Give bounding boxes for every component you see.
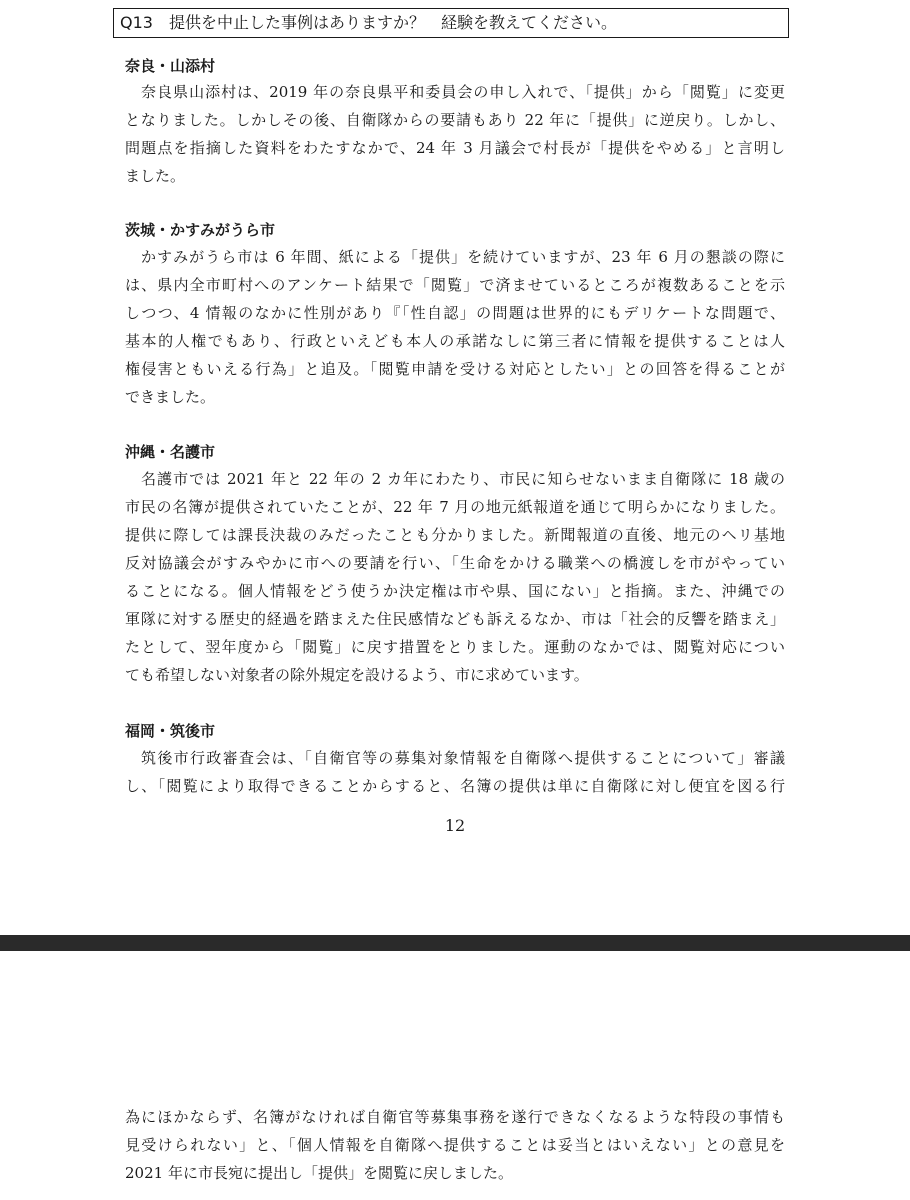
section-heading-nago: 沖縄・名護市 <box>125 443 216 461</box>
paragraph-line: できました。 <box>125 388 216 406</box>
paragraph-line: たとして、翌年度から「閲覧」に戻す措置をとりました。運動のなかでは、閲覧対応につい <box>125 638 785 656</box>
paragraph-line: 軍隊に対する歴史的経過を踏まえた住民感情なども訴えるなか、市は「社会的反響を踏まえ」 <box>125 610 785 628</box>
paragraph-line: 筑後市行政審査会は、「自衛官等の募集対象情報を自衛隊へ提供することについて」審議 <box>141 749 785 767</box>
paragraph-line: 為にほかならず、名簿がなければ自衛官等募集事務を遂行できなくなるような特段の事情も <box>125 1108 785 1126</box>
section-heading-chikugo: 福岡・筑後市 <box>125 722 216 740</box>
paragraph-line: は、県内全市町村へのアンケート結果で「閲覧」で済ませているところが複数あることを示 <box>125 276 785 294</box>
paragraph-line: 奈良県山添村は、2019 年の奈良県平和委員会の申し入れで、「提供」から「閲覧」に変更 <box>141 83 785 101</box>
section-heading-nara: 奈良・山添村 <box>125 57 216 75</box>
page-divider <box>0 935 910 951</box>
paragraph-line: 問題点を指摘した資料をわたすなかで、24 年 3 月議会で村長が「提供をやめる」と言明し <box>125 139 785 157</box>
question-box: Q13 提供を中止した事例はありますか？ 経験を教えてください。 <box>113 8 789 38</box>
paragraph-line: 2021 年に市長宛に提出し「提供」を閲覧に戻しました。 <box>125 1164 513 1182</box>
paragraph-line: 提供に際しては課長決裁のみだったことも分かりました。新聞報道の直後、地元のヘリ基地 <box>125 526 785 544</box>
page-number: 12 <box>444 816 466 835</box>
paragraph-line: ることになる。個人情報をどう使うか決定権は市や県、国にない」と指摘。また、沖縄での <box>125 582 785 600</box>
paragraph-line: 名護市では 2021 年と 22 年の 2 カ年にわたり、市民に知らせないまま自衛隊に 18 歳の <box>141 470 785 488</box>
section-heading-kasumigaura: 茨城・かすみがうら市 <box>125 221 276 239</box>
paragraph-line: ても希望しない対象者の除外規定を設けるよう、市に求めています。 <box>125 666 589 684</box>
paragraph-line: 見受けられない」と、「個人情報を自衛隊へ提供することは妥当とはいえない」との意見を <box>125 1136 785 1154</box>
paragraph-line: ました。 <box>125 167 186 185</box>
paragraph-line: 権侵害ともいえる行為」と追及。「閲覧申請を受ける対応としたい」との回答を得ることが <box>125 360 785 378</box>
paragraph-line: し、「閲覧により取得できることからすると、名簿の提供は単に自衛隊に対し便宜を図る行 <box>125 777 785 795</box>
paragraph-line: となりました。しかしその後、自衛隊からの要請もあり 22 年に「提供」に逆戻り。しかし、 <box>125 111 785 129</box>
paragraph-line: 市民の名簿が提供されていたことが、22 年 7 月の地元紙報道を通じて明らかになりました。 <box>125 498 785 516</box>
paragraph-line: かすみがうら市は 6 年間、紙による「提供」を続けていますが、23 年 6 月の懇談の際に <box>141 248 785 266</box>
paragraph-line: 反対協議会がすみやかに市への要請を行い、「生命をかける職業への橋渡しを市がやってい <box>125 554 785 572</box>
paragraph-line: 基本的人権でもあり、行政といえども本人の承諾なしに第三者に情報を提供することは人 <box>125 332 785 350</box>
paragraph-line: しつつ、4 情報のなかに性別があり『「性自認」の問題は世界的にもデリケートな問題で、 <box>125 304 785 322</box>
